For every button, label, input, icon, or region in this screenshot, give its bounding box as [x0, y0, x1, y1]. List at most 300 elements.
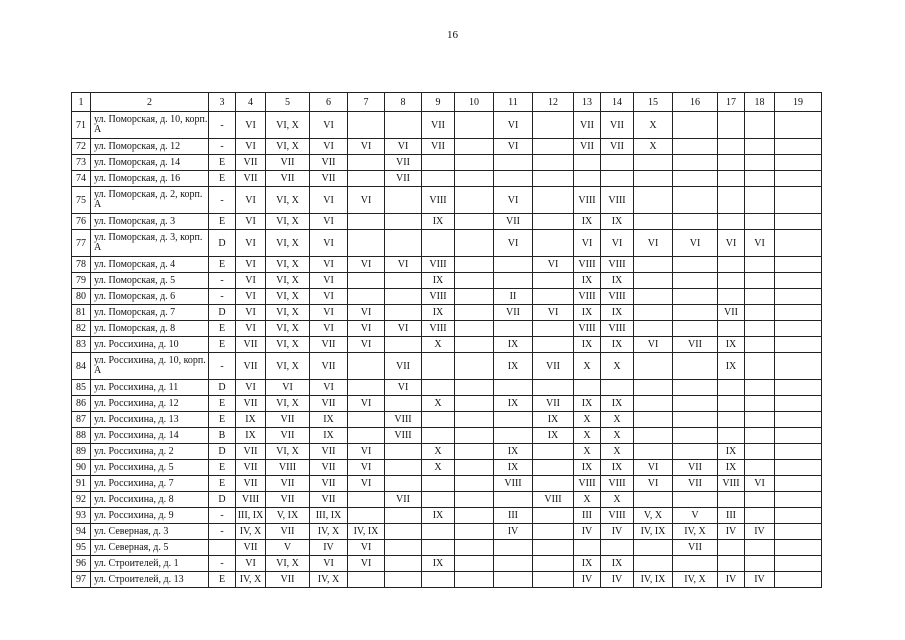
- table-cell: [775, 492, 822, 508]
- table-cell: -: [209, 139, 236, 155]
- column-header: 1: [72, 93, 91, 112]
- table-cell: X: [601, 353, 634, 380]
- table-cell: [348, 112, 385, 139]
- table-cell: [673, 187, 718, 214]
- table-cell: VI, X: [266, 289, 310, 305]
- table-cell: V: [266, 540, 310, 556]
- table-cell: [422, 171, 455, 187]
- table-cell: [775, 428, 822, 444]
- table-cell: [533, 337, 574, 353]
- table-cell: [718, 396, 745, 412]
- table-cell: VI: [494, 187, 533, 214]
- table-cell: [745, 214, 775, 230]
- table-cell: [455, 508, 494, 524]
- row-number: 90: [72, 460, 91, 476]
- table-cell: IX: [574, 337, 601, 353]
- table-cell: [673, 112, 718, 139]
- table-cell: [455, 321, 494, 337]
- table-cell: VII: [266, 524, 310, 540]
- table-cell: [775, 556, 822, 572]
- table-cell: [775, 508, 822, 524]
- table-cell: VI: [236, 556, 266, 572]
- table-cell: VII: [673, 540, 718, 556]
- table-cell: X: [574, 412, 601, 428]
- table-cell: VI: [310, 187, 348, 214]
- table-cell: -: [209, 524, 236, 540]
- table-cell: VI: [385, 321, 422, 337]
- table-cell: [745, 508, 775, 524]
- table-cell: VI: [348, 476, 385, 492]
- table-cell: [385, 540, 422, 556]
- address-cell: ул. Россихина, д. 8: [91, 492, 209, 508]
- table-cell: [348, 428, 385, 444]
- table-cell: [745, 396, 775, 412]
- row-number: 80: [72, 289, 91, 305]
- table-cell: [673, 155, 718, 171]
- table-cell: [718, 273, 745, 289]
- table-cell: VI: [236, 214, 266, 230]
- table-cell: [533, 476, 574, 492]
- table-cell: VIII: [422, 289, 455, 305]
- table-cell: VI: [310, 112, 348, 139]
- table-cell: IV: [310, 540, 348, 556]
- table-cell: [422, 412, 455, 428]
- table-cell: [422, 380, 455, 396]
- table-cell: [673, 556, 718, 572]
- table-cell: [718, 155, 745, 171]
- table-cell: VIII: [385, 412, 422, 428]
- table-cell: VIII: [601, 476, 634, 492]
- table-cell: IV: [745, 572, 775, 588]
- table-cell: IV, X: [310, 572, 348, 588]
- table-cell: VII: [236, 396, 266, 412]
- table-cell: IV, X: [236, 572, 266, 588]
- table-cell: D: [209, 492, 236, 508]
- table-cell: [348, 155, 385, 171]
- table-cell: [385, 305, 422, 321]
- table-cell: [634, 444, 673, 460]
- table-cell: VIII: [533, 492, 574, 508]
- table-cell: VII: [236, 540, 266, 556]
- table-cell: [775, 444, 822, 460]
- table-cell: IX: [601, 337, 634, 353]
- table-cell: VI: [310, 230, 348, 257]
- table-cell: VII: [574, 139, 601, 155]
- table-cell: [745, 321, 775, 337]
- table-cell: [634, 214, 673, 230]
- table-cell: [718, 540, 745, 556]
- table-row: [72, 428, 822, 444]
- table-cell: VI, X: [266, 353, 310, 380]
- table-cell: [673, 139, 718, 155]
- table-cell: IV: [718, 524, 745, 540]
- table-cell: [533, 321, 574, 337]
- table-cell: IX: [236, 412, 266, 428]
- table-cell: IX: [574, 556, 601, 572]
- table-row: [72, 540, 822, 556]
- table-cell: VII: [266, 476, 310, 492]
- table-cell: VIII: [601, 187, 634, 214]
- column-header: 4: [236, 93, 266, 112]
- table-cell: [634, 380, 673, 396]
- row-number: 84: [72, 353, 91, 380]
- column-header: 14: [601, 93, 634, 112]
- table-cell: VI, X: [266, 214, 310, 230]
- table-cell: VIII: [601, 321, 634, 337]
- table-cell: [745, 155, 775, 171]
- table-cell: VI: [310, 214, 348, 230]
- table-cell: VIII: [574, 321, 601, 337]
- table-cell: VII: [236, 171, 266, 187]
- address-cell: ул. Строителей, д. 1: [91, 556, 209, 572]
- table-cell: [348, 214, 385, 230]
- table-cell: [745, 412, 775, 428]
- table-cell: VII: [533, 353, 574, 380]
- address-cell: ул. Поморская, д. 7: [91, 305, 209, 321]
- table-cell: [745, 337, 775, 353]
- table-cell: -: [209, 508, 236, 524]
- table-cell: [775, 257, 822, 273]
- table-cell: [348, 380, 385, 396]
- table-cell: IX: [718, 337, 745, 353]
- row-number: 91: [72, 476, 91, 492]
- table-cell: -: [209, 187, 236, 214]
- table-cell: [348, 289, 385, 305]
- table-cell: [634, 187, 673, 214]
- table-row: [72, 230, 822, 257]
- column-header: 15: [634, 93, 673, 112]
- table-cell: [422, 230, 455, 257]
- table-cell: IX: [718, 353, 745, 380]
- table-cell: VII: [266, 492, 310, 508]
- table-cell: IV: [601, 572, 634, 588]
- table-row: [72, 460, 822, 476]
- table-cell: VI: [236, 112, 266, 139]
- table-cell: VI: [533, 305, 574, 321]
- table-cell: [494, 155, 533, 171]
- table-cell: VI: [634, 230, 673, 257]
- table-cell: [422, 353, 455, 380]
- table-cell: [718, 257, 745, 273]
- table-cell: VI: [634, 460, 673, 476]
- table-cell: VI: [236, 321, 266, 337]
- table-cell: [455, 257, 494, 273]
- row-number: 96: [72, 556, 91, 572]
- table-cell: X: [601, 444, 634, 460]
- table-cell: VII: [310, 460, 348, 476]
- address-cell: ул. Северная, д. 5: [91, 540, 209, 556]
- row-number: 75: [72, 187, 91, 214]
- table-cell: VIII: [718, 476, 745, 492]
- table-cell: [494, 572, 533, 588]
- table-cell: VI: [236, 305, 266, 321]
- table-cell: VII: [266, 572, 310, 588]
- table-cell: [533, 508, 574, 524]
- table-cell: [634, 412, 673, 428]
- table-cell: VI: [266, 380, 310, 396]
- table-cell: [745, 444, 775, 460]
- table-cell: [533, 380, 574, 396]
- table-cell: [455, 230, 494, 257]
- table-cell: D: [209, 444, 236, 460]
- table-cell: [574, 380, 601, 396]
- table-cell: VI: [348, 337, 385, 353]
- table-row: [72, 508, 822, 524]
- table-cell: [385, 444, 422, 460]
- table-cell: IX: [422, 556, 455, 572]
- table-cell: [775, 139, 822, 155]
- table-cell: VI: [348, 187, 385, 214]
- table-row: [72, 155, 822, 171]
- table-cell: [533, 187, 574, 214]
- table-row: [72, 524, 822, 540]
- table-cell: D: [209, 305, 236, 321]
- address-cell: ул. Поморская, д. 8: [91, 321, 209, 337]
- table-cell: [574, 155, 601, 171]
- table-cell: X: [574, 492, 601, 508]
- table-cell: [673, 492, 718, 508]
- table-cell: VII: [385, 492, 422, 508]
- table-cell: VI: [310, 289, 348, 305]
- table-row: [72, 412, 822, 428]
- table-cell: [673, 171, 718, 187]
- table-cell: VI: [348, 139, 385, 155]
- table-cell: B: [209, 428, 236, 444]
- table-row: [72, 476, 822, 492]
- table-cell: [718, 412, 745, 428]
- table-row: [72, 353, 822, 380]
- table-cell: IX: [718, 460, 745, 476]
- table-row: [72, 289, 822, 305]
- table-cell: III, IX: [236, 508, 266, 524]
- table-cell: IX: [494, 460, 533, 476]
- table-cell: IX: [494, 337, 533, 353]
- table-cell: E: [209, 396, 236, 412]
- table-cell: [634, 428, 673, 444]
- table-cell: VI: [673, 230, 718, 257]
- table-cell: [745, 556, 775, 572]
- table-cell: [533, 556, 574, 572]
- table-row: [72, 257, 822, 273]
- column-header: 2: [91, 93, 209, 112]
- row-number: 93: [72, 508, 91, 524]
- table-row: [72, 444, 822, 460]
- table-cell: [634, 353, 673, 380]
- table-cell: IX: [422, 273, 455, 289]
- table-cell: X: [574, 428, 601, 444]
- table-cell: VI: [310, 257, 348, 273]
- table-cell: X: [422, 337, 455, 353]
- table-cell: VII: [494, 305, 533, 321]
- table-cell: [455, 171, 494, 187]
- row-number: 88: [72, 428, 91, 444]
- table-cell: [455, 428, 494, 444]
- address-cell: ул. Строителей, д. 13: [91, 572, 209, 588]
- table-cell: [634, 396, 673, 412]
- table-cell: [718, 187, 745, 214]
- table-cell: VII: [718, 305, 745, 321]
- table-cell: VII: [266, 171, 310, 187]
- table-cell: [494, 321, 533, 337]
- table-cell: [533, 230, 574, 257]
- table-cell: IX: [574, 396, 601, 412]
- table-cell: III, IX: [310, 508, 348, 524]
- table-cell: V: [673, 508, 718, 524]
- table-cell: VII: [310, 396, 348, 412]
- table-cell: D: [209, 230, 236, 257]
- table-cell: [385, 508, 422, 524]
- table-cell: [494, 257, 533, 273]
- table-cell: IV: [574, 524, 601, 540]
- address-cell: ул. Поморская, д. 4: [91, 257, 209, 273]
- address-cell: ул. Россихина, д. 10, корп. А: [91, 353, 209, 380]
- row-number: 73: [72, 155, 91, 171]
- table-cell: VII: [266, 155, 310, 171]
- table-cell: E: [209, 572, 236, 588]
- table-cell: VIII: [422, 321, 455, 337]
- table-cell: [775, 289, 822, 305]
- table-cell: [634, 305, 673, 321]
- table-cell: VII: [422, 139, 455, 155]
- table-cell: [673, 321, 718, 337]
- table-cell: VIII: [385, 428, 422, 444]
- table-cell: VII: [310, 476, 348, 492]
- table-cell: [601, 155, 634, 171]
- table-cell: [775, 273, 822, 289]
- table-cell: VI, X: [266, 230, 310, 257]
- table-cell: [455, 139, 494, 155]
- row-number: 83: [72, 337, 91, 353]
- table-cell: [455, 460, 494, 476]
- table-cell: III: [574, 508, 601, 524]
- table-row: [72, 556, 822, 572]
- table-cell: VI: [348, 257, 385, 273]
- address-cell: ул. Поморская, д. 16: [91, 171, 209, 187]
- table-cell: VIII: [601, 508, 634, 524]
- table-cell: [718, 139, 745, 155]
- table-cell: VI: [236, 187, 266, 214]
- column-header: 5: [266, 93, 310, 112]
- table-cell: IX: [533, 412, 574, 428]
- row-number: 95: [72, 540, 91, 556]
- table-row: [72, 187, 822, 214]
- table-cell: IX: [494, 444, 533, 460]
- table-cell: [422, 524, 455, 540]
- table-row: [72, 492, 822, 508]
- table-cell: [673, 428, 718, 444]
- table-cell: VI, X: [266, 396, 310, 412]
- table-cell: V, IX: [266, 508, 310, 524]
- address-cell: ул. Россихина, д. 10: [91, 337, 209, 353]
- table-cell: [745, 305, 775, 321]
- table-cell: [348, 572, 385, 588]
- table-cell: IV, X: [236, 524, 266, 540]
- table-cell: E: [209, 337, 236, 353]
- table-cell: [673, 273, 718, 289]
- table-cell: [718, 428, 745, 444]
- table-cell: -: [209, 112, 236, 139]
- table-cell: VI: [385, 257, 422, 273]
- table-cell: [634, 171, 673, 187]
- table-cell: VI: [310, 321, 348, 337]
- table-cell: [385, 273, 422, 289]
- table-cell: VI: [574, 230, 601, 257]
- table-cell: [673, 353, 718, 380]
- address-cell: ул. Поморская, д. 10, корп. А: [91, 112, 209, 139]
- table-cell: [455, 492, 494, 508]
- row-number: 71: [72, 112, 91, 139]
- table-cell: VI: [348, 556, 385, 572]
- table-cell: IV: [745, 524, 775, 540]
- table-cell: IX: [422, 305, 455, 321]
- row-number: 85: [72, 380, 91, 396]
- table-cell: [494, 428, 533, 444]
- table-cell: IX: [574, 460, 601, 476]
- address-cell: ул. Поморская, д. 12: [91, 139, 209, 155]
- table-cell: [673, 380, 718, 396]
- table-cell: [455, 112, 494, 139]
- table-cell: [775, 396, 822, 412]
- table-cell: E: [209, 214, 236, 230]
- table-cell: VI: [310, 305, 348, 321]
- row-number: 81: [72, 305, 91, 321]
- table-cell: [385, 187, 422, 214]
- table-cell: [745, 257, 775, 273]
- table-cell: VII: [673, 476, 718, 492]
- table-cell: VI: [745, 476, 775, 492]
- table-cell: VI: [236, 139, 266, 155]
- table-cell: [422, 428, 455, 444]
- table-cell: VII: [236, 476, 266, 492]
- table-cell: VI: [348, 321, 385, 337]
- table-row: [72, 112, 822, 139]
- table-cell: IX: [601, 214, 634, 230]
- address-cell: ул. Поморская, д. 3, корп. А: [91, 230, 209, 257]
- table-cell: VII: [422, 112, 455, 139]
- table-cell: [745, 273, 775, 289]
- table-cell: VI: [348, 396, 385, 412]
- table-cell: [601, 380, 634, 396]
- table-cell: [348, 508, 385, 524]
- table-cell: IV: [494, 524, 533, 540]
- table-cell: VIII: [422, 257, 455, 273]
- table-cell: [455, 353, 494, 380]
- table-cell: VII: [385, 171, 422, 187]
- table-cell: [745, 187, 775, 214]
- data-table: [71, 92, 822, 588]
- table-cell: [385, 230, 422, 257]
- table-cell: III: [494, 508, 533, 524]
- address-cell: ул. Россихина, д. 5: [91, 460, 209, 476]
- table-cell: VII: [266, 412, 310, 428]
- column-header: 13: [574, 93, 601, 112]
- row-number: 79: [72, 273, 91, 289]
- address-cell: ул. Россихина, д. 13: [91, 412, 209, 428]
- table-cell: IV: [601, 524, 634, 540]
- address-cell: ул. Поморская, д. 2, корп. А: [91, 187, 209, 214]
- table-cell: VII: [236, 155, 266, 171]
- table-cell: VII: [385, 155, 422, 171]
- table-cell: [494, 273, 533, 289]
- table-cell: [673, 444, 718, 460]
- table-cell: VI, X: [266, 187, 310, 214]
- table-cell: VI: [236, 273, 266, 289]
- table-cell: VIII: [494, 476, 533, 492]
- table-row: [72, 139, 822, 155]
- table-cell: VI: [348, 444, 385, 460]
- table-cell: [455, 273, 494, 289]
- table-cell: [455, 289, 494, 305]
